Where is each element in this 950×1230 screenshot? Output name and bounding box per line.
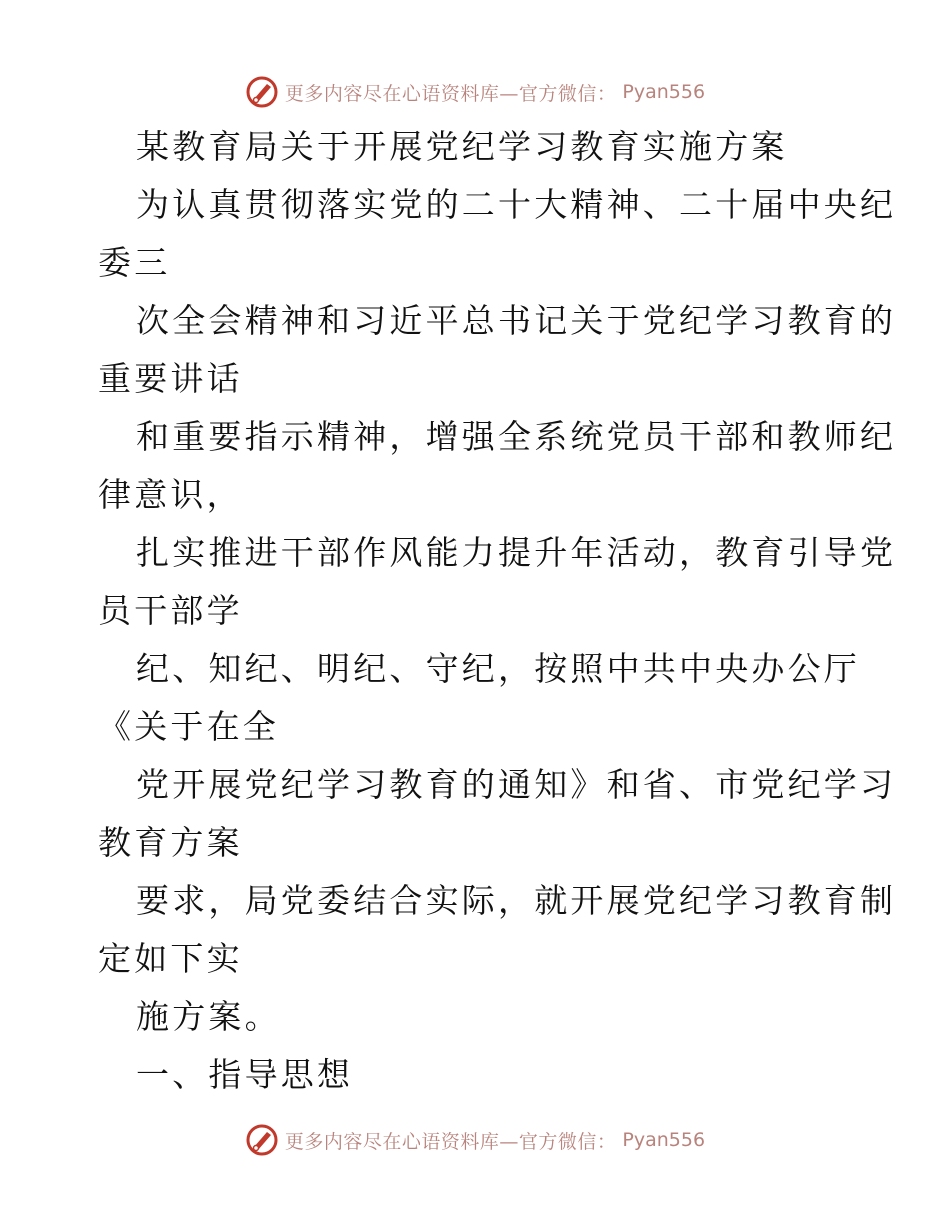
section-heading: 一、指导思想 <box>136 1055 354 1094</box>
pen-logo-icon <box>245 75 279 109</box>
paragraph-line: 和重要指示精神，增强全系统党员干部和教师纪 <box>136 417 897 456</box>
header-watermark <box>0 72 950 112</box>
paragraph-line: 党开展党纪学习教育的通知》和省、市党纪学习 <box>136 765 897 804</box>
paragraph-line: 次全会精神和习近平总书记关于党纪学习教育的 <box>136 301 897 340</box>
paragraph-line: 施方案。 <box>136 997 281 1036</box>
watermark-text: 更多内容尽在心语资料库—官方微信： <box>284 82 617 105</box>
document-title: 某教育局关于开展党纪学习教育实施方案 <box>136 127 788 166</box>
paragraph-line: 律意识， <box>98 475 243 514</box>
watermark-contact: Pyan556 <box>622 1129 706 1151</box>
paragraph-line: 要求，局党委结合实际，就开展党纪学习教育制 <box>136 881 897 920</box>
watermark-text: 更多内容尽在心语资料库—官方微信： <box>284 1130 617 1153</box>
paragraph-line: 扎实推进干部作风能力提升年活动，教育引导党 <box>136 533 897 572</box>
paragraph-line: 委三 <box>98 243 171 282</box>
paragraph-line: 纪、知纪、明纪、守纪，按照中共中央办公厅 <box>136 649 860 688</box>
paragraph-line: 员干部学 <box>98 591 243 630</box>
paragraph-line: 《关于在全 <box>98 707 279 746</box>
paragraph-line: 为认真贯彻落实党的二十大精神、二十届中央纪 <box>136 185 897 224</box>
paragraph-line: 定如下实 <box>98 939 243 978</box>
paragraph-line: 教育方案 <box>98 823 243 862</box>
paragraph-line: 重要讲话 <box>98 359 243 398</box>
watermark-contact: Pyan556 <box>622 81 706 103</box>
document-body <box>98 118 897 1104</box>
footer-watermark <box>0 1120 950 1160</box>
pen-logo-icon <box>245 1123 279 1157</box>
